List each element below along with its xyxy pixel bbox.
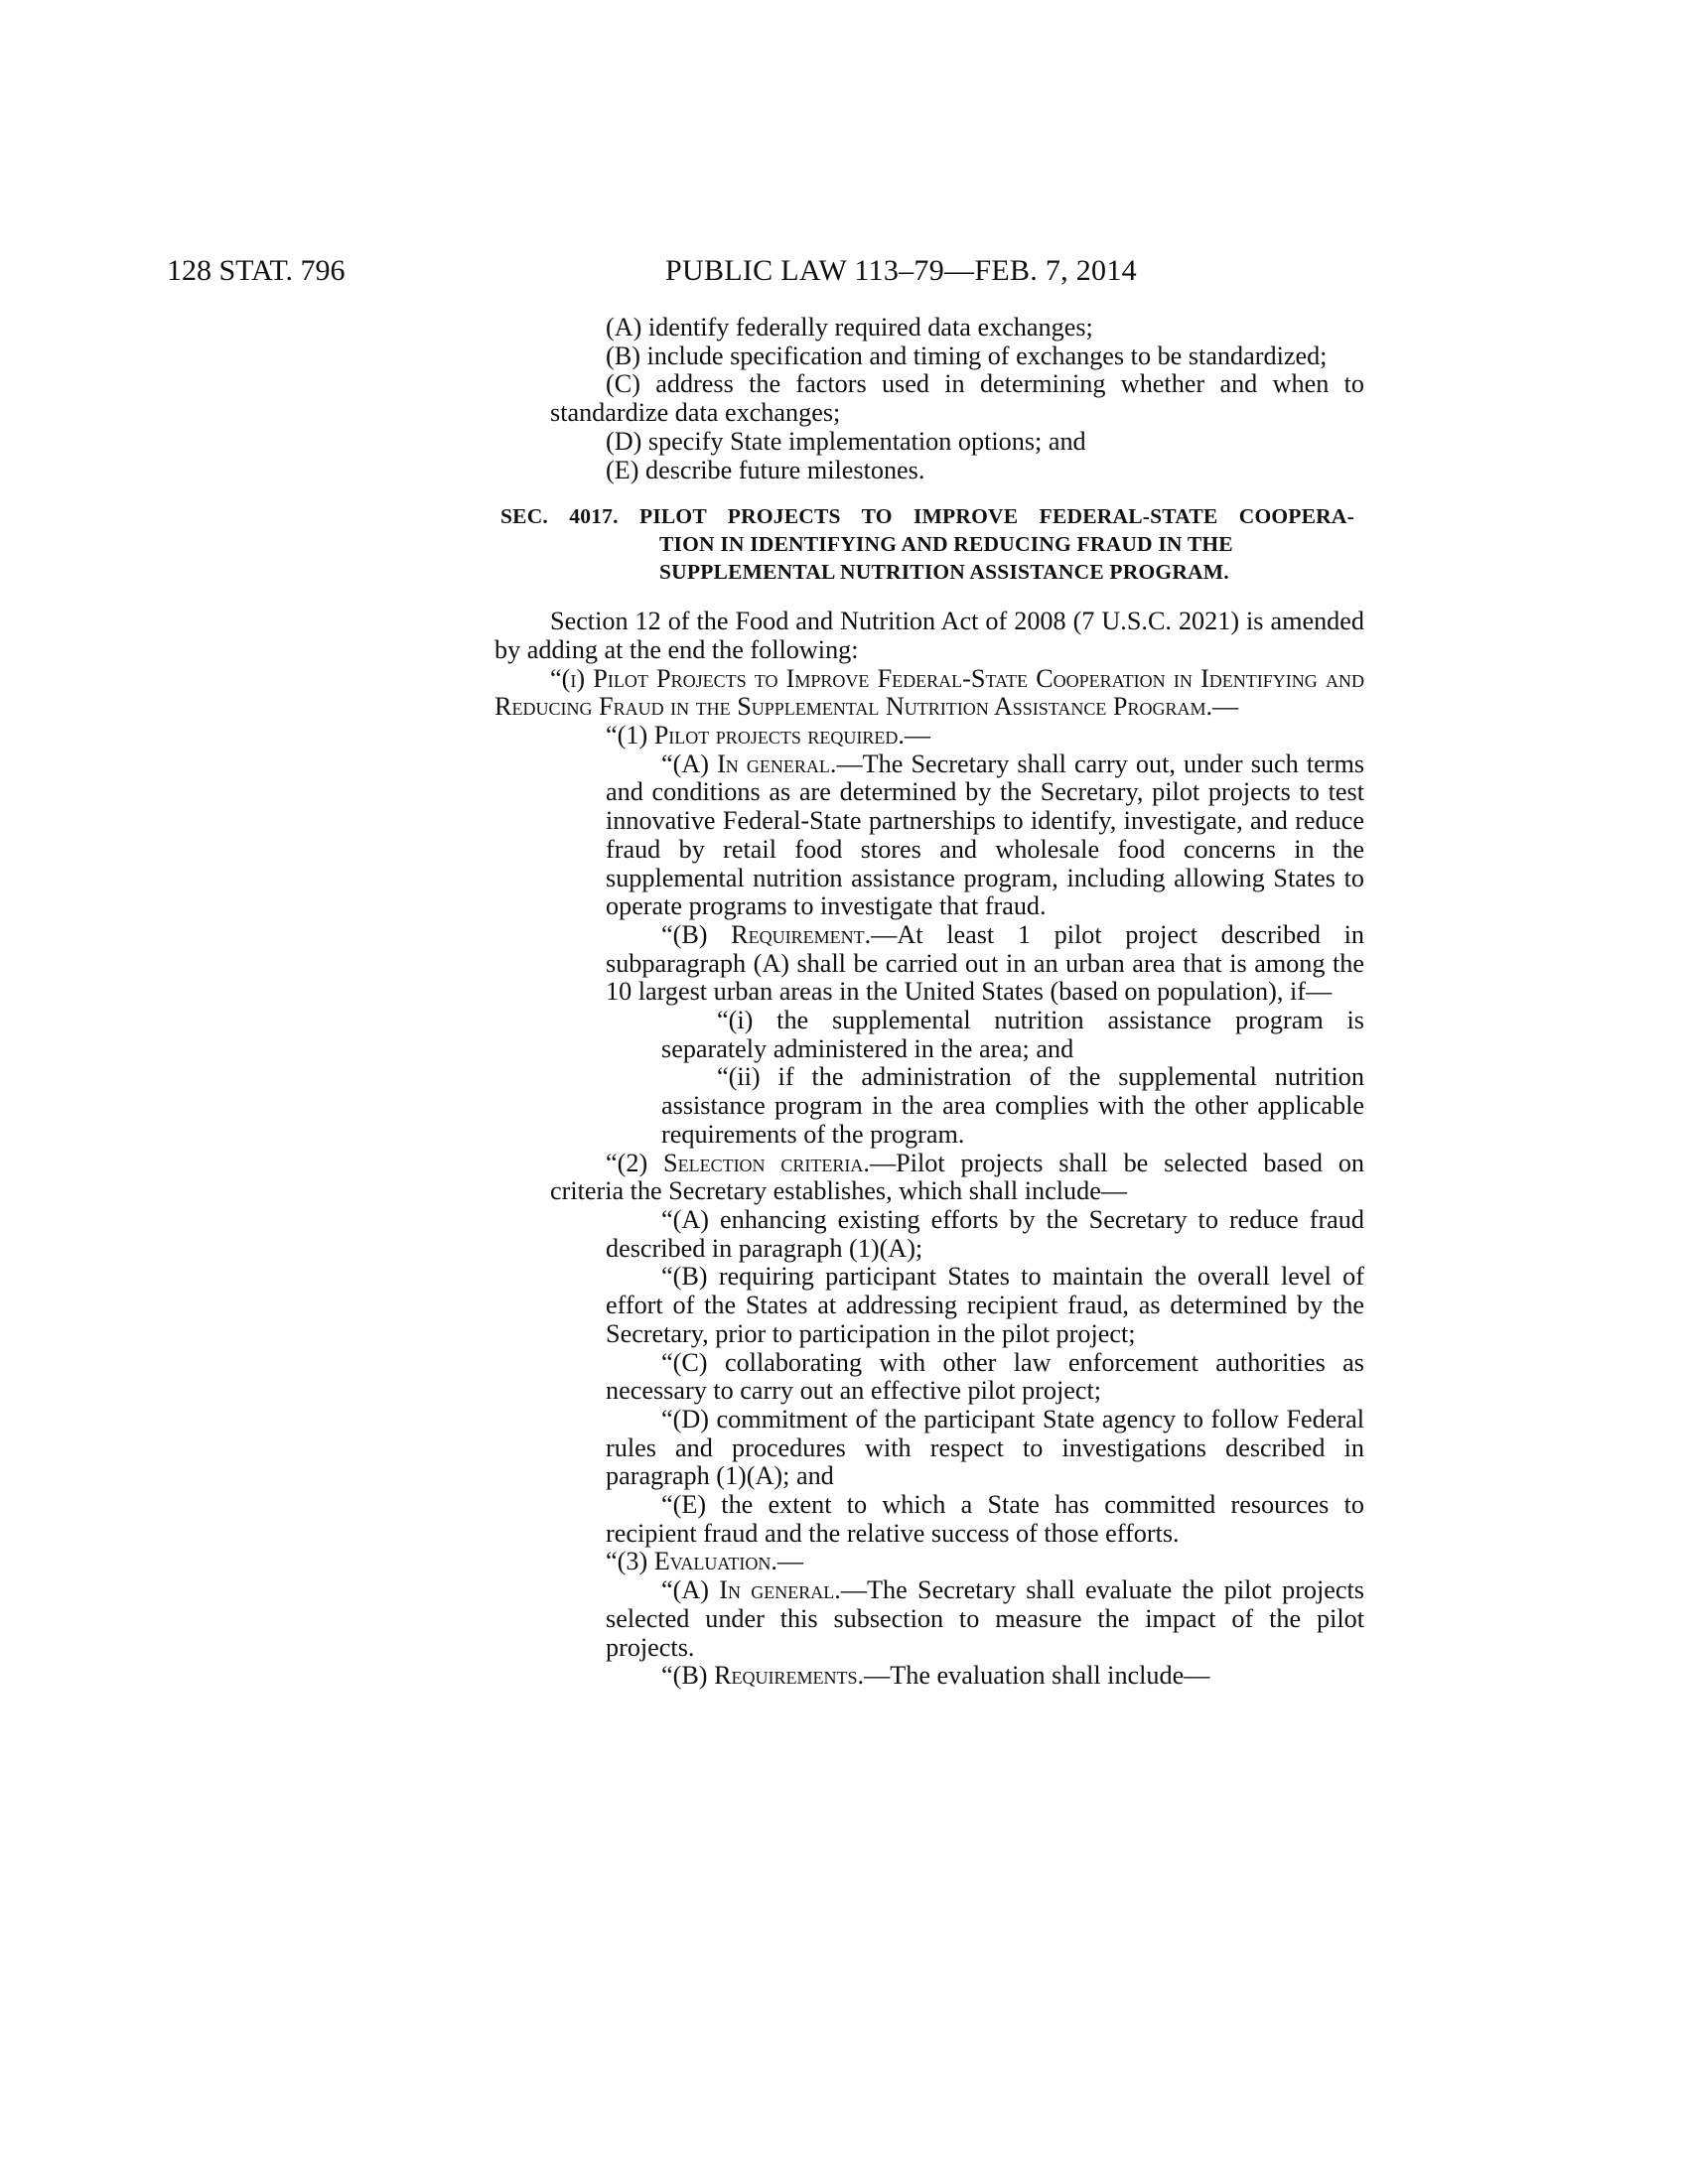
criterion-d: “(D) commitment of the participant State agency to follow Federal rules and procedures with respect to investigations described in paragraph (1)(A); and: [606, 1404, 1364, 1491]
list-item-e: (E) describe future milestones.: [606, 455, 925, 484]
paragraph-1-subparagraphs: [550, 751, 1364, 1150]
paragraph-2: [550, 1150, 1364, 1206]
section-heading-line-3: SUPPLEMENTAL NUTRITION ASSISTANCE PROGRAM.: [659, 560, 1229, 585]
clause-ii: “(ii) if the administration of the supplemental nutrition assistance program in the area complies with the other applicable requirements of the program.: [661, 1062, 1364, 1149]
paragraph-3-a-text: The Secretary shall evaluate the pilot projects selected under this subsection to measure the impact of the pilot projects.: [606, 1575, 1365, 1662]
clause-i: “(i) the supplemental nutrition assistance program is separately administered in the area; and: [661, 1006, 1364, 1063]
statute-page-reference: 128 STAT. 796: [167, 254, 346, 287]
page-header: [0, 251, 1688, 291]
list-item-c: (C) address the factors used in determining whether and when to standardize data exchanges;: [550, 369, 1364, 428]
paragraph-1-a-text: The Secretary shall carry out, under such terms and conditions as are determined by the Secretary, pilot projects to test innovative Federal-State partnerships to identify, investigate, and reduce fraud by retail food stores and wholesale food concerns in the supplemental nutrition assistance program, including allowing States to operate programs to investigate that fraud.: [606, 749, 1365, 921]
subsection-i-heading: “(i) Pilot Projects to Improve Federal-State Cooperation in Identifying and Reducing Fraud in the Supplemental Nutrition Assistance Program.—: [494, 663, 1364, 722]
running-head: PUBLIC LAW 113–79—FEB. 7, 2014: [665, 254, 1137, 287]
criterion-a: “(A) enhancing existing efforts by the Secretary to reduce fraud described in paragraph (1)(A);: [606, 1204, 1364, 1263]
paragraph-3-a-label: “(A) In general.—: [661, 1575, 868, 1605]
paragraph-2-criteria: [550, 1206, 1364, 1548]
section-heading-line-2: TION IN IDENTIFYING AND REDUCING FRAUD IN THE: [659, 532, 1233, 557]
criterion-c: “(C) collaborating with other law enforcement authorities as necessary to carry out an effective pilot project;: [606, 1347, 1364, 1406]
paragraph-2-label: “(2) Selection criteria.—: [606, 1148, 897, 1177]
section-intro: Section 12 of the Food and Nutrition Act of 2008 (7 U.S.C. 2021) is amended by adding at the end the following:: [494, 607, 1364, 664]
section-heading: [500, 502, 1364, 586]
section-heading-line-1: SEC. 4017. PILOT PROJECTS TO IMPROVE FEDERAL-STATE COOPERA-: [500, 504, 1354, 529]
list-item-d: (D) specify State implementation options; and: [606, 426, 1086, 456]
paragraph-3-heading: “(3) Evaluation.—: [606, 1547, 804, 1576]
paragraph-3-a: [606, 1576, 1364, 1662]
paragraph-1-b-text: At least 1 pilot project described in subparagraph (A) shall be carried out in an urban area that is among the 10 largest urban areas in the United States (based on population), if—: [606, 919, 1364, 1007]
paragraph-1-b-label: “(B) Requirement.—: [661, 919, 898, 949]
top-item-list: [550, 314, 1364, 484]
paragraph-3-b-label: “(B) Requirements.—: [661, 1661, 891, 1691]
paragraph-1: [494, 722, 1364, 1691]
paragraph-3-b-text: The evaluation shall include—: [890, 1661, 1210, 1691]
criterion-e: “(E) the extent to which a State has committed resources to recipient fraud and the relative success of those efforts.: [606, 1490, 1364, 1548]
document-body: [494, 313, 1365, 1691]
paragraph-2-text: Pilot projects shall be selected based on criteria the Secretary establishes, which shall include—: [550, 1148, 1365, 1206]
criterion-b: “(B) requiring participant States to maintain the overall level of effort of the States at addressing recipient fraud, as determined by the Secretary, prior to participation in the pilot project;: [606, 1262, 1364, 1348]
paragraph-1-heading: “(1) Pilot projects required.—: [606, 721, 931, 751]
paragraph-3-subparagraphs: [550, 1576, 1364, 1691]
list-item-a: (A) identify federally required data exchanges;: [606, 313, 1093, 341]
paragraph-1-b: [606, 921, 1364, 1007]
paragraph-1-b-clauses: [606, 1007, 1364, 1150]
paragraph-1-a-label: “(A) In general.—: [661, 749, 863, 778]
section-text: [494, 608, 1364, 1691]
paragraph-1-a: [606, 751, 1364, 921]
list-item-b: (B) include specification and timing of exchanges to be standardized;: [606, 341, 1328, 370]
paragraph-3-b: [606, 1662, 1364, 1691]
